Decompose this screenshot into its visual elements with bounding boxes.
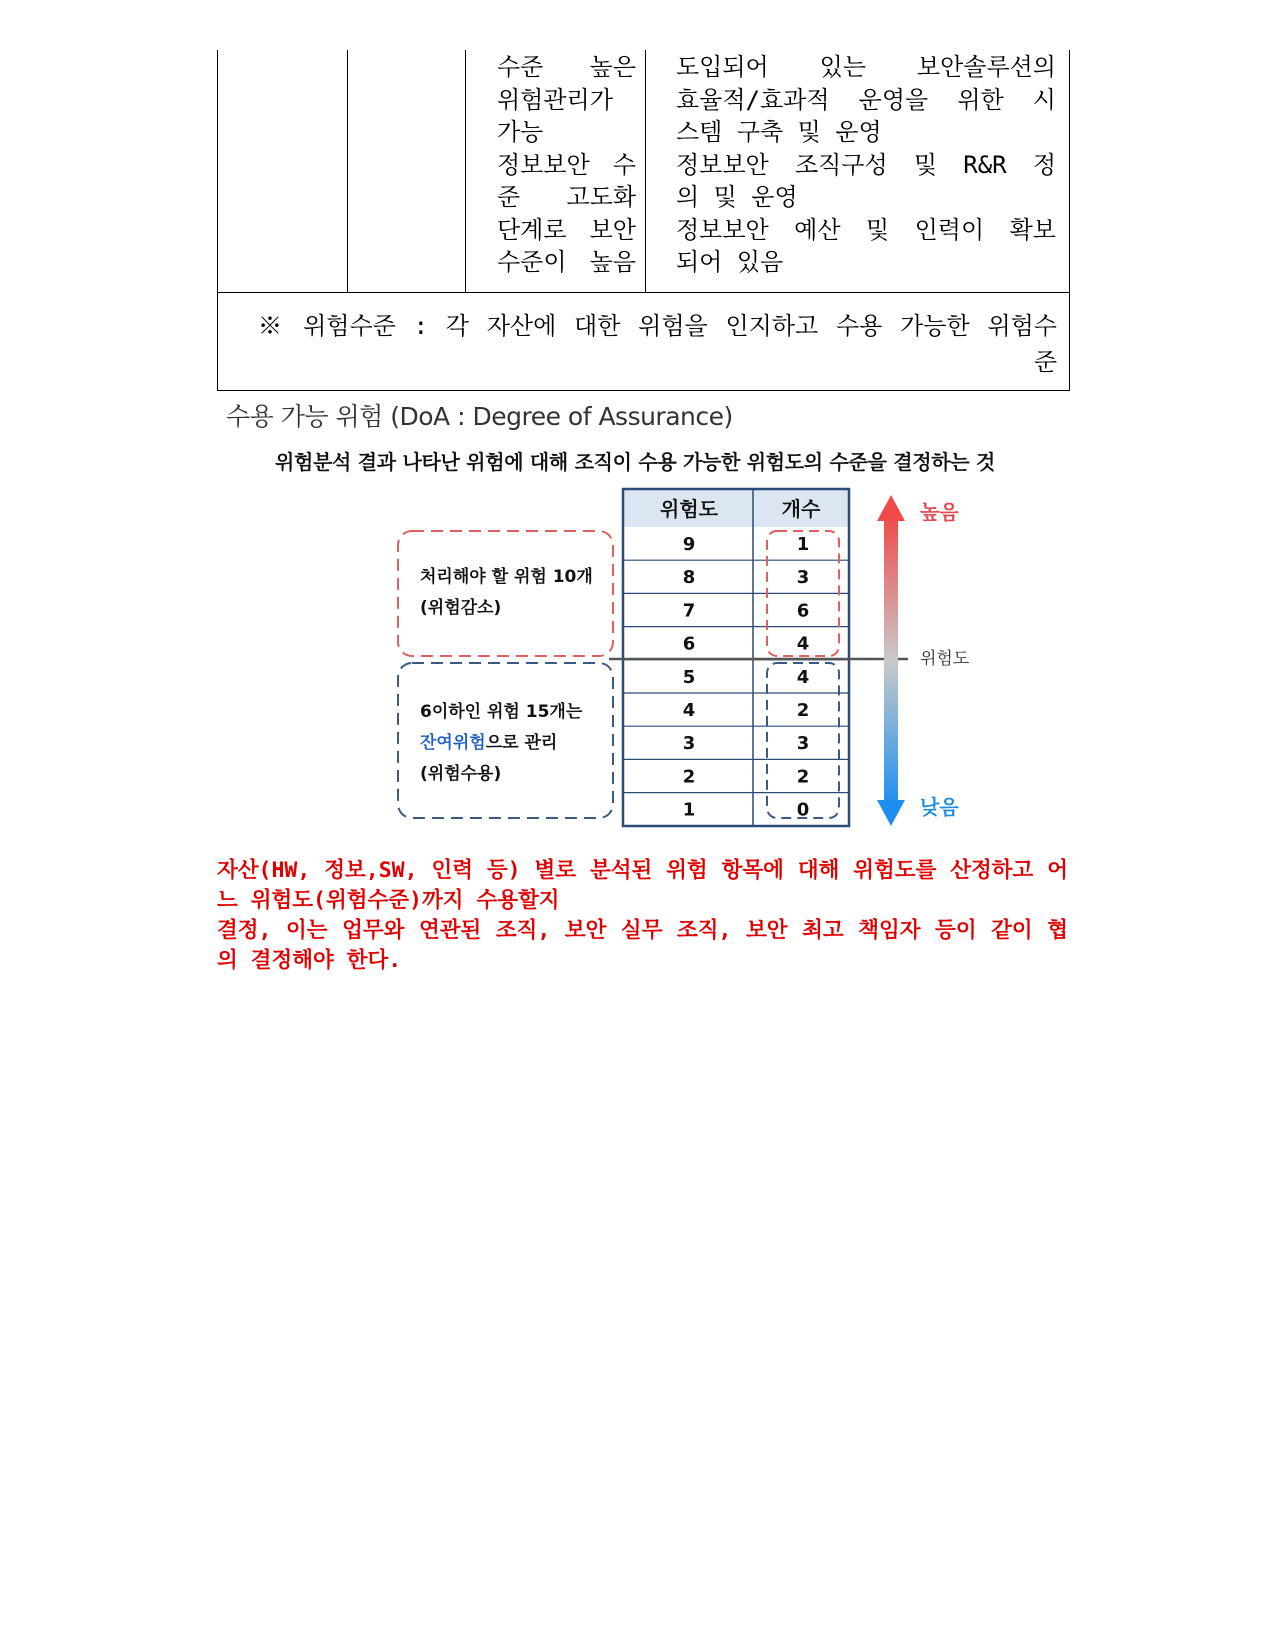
cell-line: 단계로 보안 — [497, 215, 636, 244]
upper-box-line1: 처리해야 할 위험 10개 — [420, 567, 593, 587]
lower-box-line3: (위험수용) — [420, 764, 502, 784]
lower-box-line1: 6이하인 위험 15개는 — [420, 702, 583, 722]
arrow-down-head — [877, 800, 905, 826]
risk-level-cell: 9 — [682, 534, 696, 555]
risk-level-cell: 5 — [682, 666, 696, 688]
risk-level-cell: 1 — [682, 799, 696, 821]
paragraph-line: 자산(HW, 정보,SW, 인력 등) 별로 분석된 위험 항목에 대해 위험도를 산정하고 어 — [217, 858, 1068, 883]
risk-count-cell: 1 — [796, 534, 810, 555]
risk-level-cell: 3 — [682, 733, 696, 755]
paragraph-line: 결정, 이는 업무와 연관된 조직, 보안 실무 조직, 보안 최고 책임자 등이 같이 협 — [217, 918, 1068, 943]
cell-line: 정보보안 예산 및 인력이 확보 — [676, 215, 1056, 244]
arrow-high-label: 높음 — [920, 500, 959, 524]
arrow-up-head — [877, 495, 905, 521]
paragraph-line: 의 결정해야 한다. — [217, 948, 402, 973]
risk-count-table — [623, 489, 849, 826]
risk-level-cell: 8 — [682, 567, 696, 589]
doa-subtitle: 위험분석 결과 나타난 위험에 대해 조직이 수용 가능한 위험도의 수준을 결정하는 것 — [275, 450, 995, 474]
risk-count-cell: 2 — [796, 700, 810, 721]
threshold-label: 위험도 — [920, 649, 970, 669]
cell-line: 효율적/효과적 운영을 위한 시 — [676, 85, 1056, 114]
header-risk-level: 위험도 — [660, 497, 718, 521]
risk-count-cell: 0 — [796, 799, 810, 821]
lower-box-line2 — [420, 732, 557, 753]
note-line: 준 — [1033, 348, 1057, 376]
cell-line: 도입되어 있는 보안솔루션의 — [676, 53, 1056, 81]
note-line: ※ 위험수준 : 각 자산에 대한 위험을 인지하고 수용 가능한 위험수 — [258, 312, 1057, 340]
arrow-low-label: 낮음 — [920, 795, 959, 819]
risk-level-cell: 4 — [682, 700, 696, 721]
upper-dashed-box — [398, 531, 613, 656]
risk-gradient-arrow-shaft — [884, 516, 898, 805]
cell-line: 정보보안 수 — [497, 150, 636, 179]
risk-count-cell: 2 — [796, 766, 810, 788]
risk-count-cell: 4 — [796, 666, 810, 688]
cell-line: 스템 구축 및 운영 — [676, 118, 882, 146]
cell-line: 정보보안 조직구성 및 R&R 정 — [676, 150, 1056, 179]
risk-count-cell: 3 — [796, 567, 810, 589]
residual-risk-highlight: 잔여위험 — [420, 733, 486, 753]
risk-count-cell: 4 — [796, 633, 810, 655]
risk-level-cell: 6 — [682, 633, 696, 655]
upper-box-line2: (위험감소) — [420, 598, 502, 618]
paragraph-line: 느 위험도(위험수준)까지 수용할지 — [217, 888, 560, 913]
cell-line: 수준 높은 — [497, 53, 636, 81]
header-count: 개수 — [781, 497, 821, 521]
risk-count-cell: 3 — [796, 733, 810, 755]
risk-level-cell: 2 — [682, 766, 696, 788]
red-paragraph — [217, 856, 1068, 976]
cell-line: 의 및 운영 — [676, 183, 798, 211]
cell-line: 수준이 높음 — [497, 248, 636, 276]
table-outer-border — [623, 489, 849, 826]
cell-line: 가능 — [497, 118, 544, 146]
doa-heading: 수용 가능 위험 (DoA : Degree of Assurance) — [226, 402, 733, 431]
cell-line: 위험관리가 — [497, 85, 613, 114]
lower-box-line2-rest: 으로 관리 — [485, 733, 558, 753]
risk-count-cell: 6 — [796, 600, 810, 622]
risk-level-cell: 7 — [682, 600, 696, 622]
cell-line: 준 고도화 — [497, 183, 636, 211]
cell-line: 되어 있음 — [676, 248, 784, 276]
